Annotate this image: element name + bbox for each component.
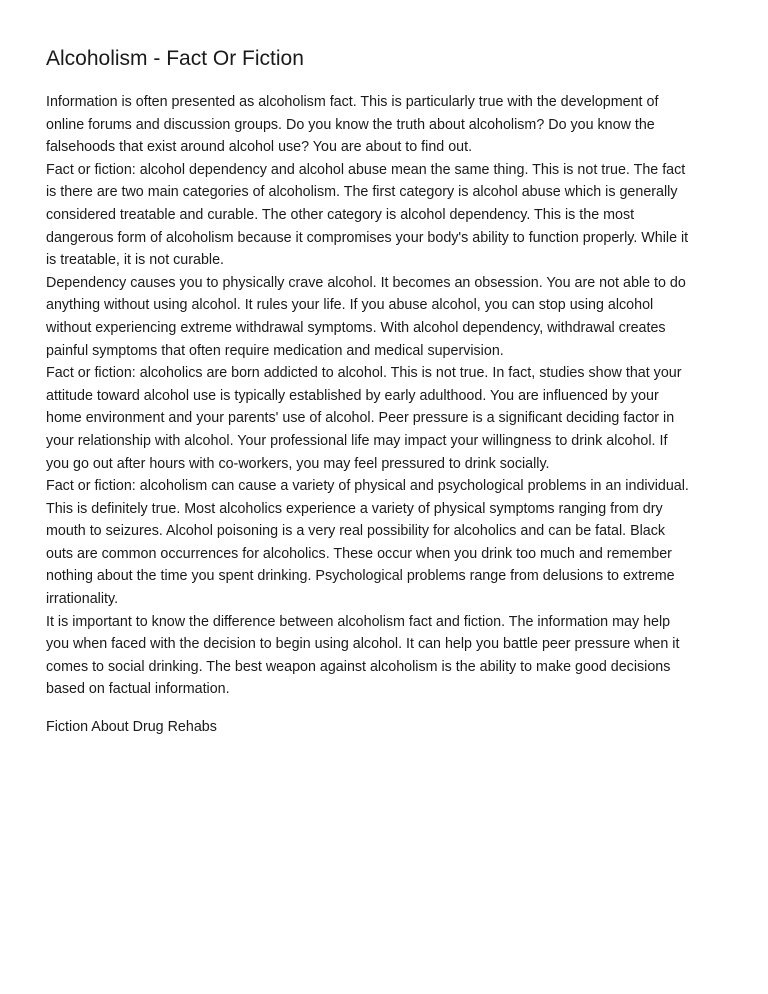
page-title: Alcoholism - Fact Or Fiction <box>46 47 304 70</box>
paragraph-dependency-vs-abuse: Fact or fiction: alcohol dependency and alcohol abuse mean the same thing. This is not true. The fact is there are two main categories of alcoholism. The first category is alcohol abuse which is generally considered treatable and curable. The other category is alcohol dependency. This is the most dangerous form of alcoholism because it compromises your body's ability to function properly. While it is treatable, it is not curable. <box>46 161 689 269</box>
paragraph-intro: Information is often presented as alcoholism fact. This is particularly true with the development of online forums and discussion groups. Do you know the truth about alcoholism? Do you know the falsehoods that exist around alcohol use? You are about to find out. <box>46 94 659 156</box>
document-page <box>46 44 728 739</box>
paragraph-dependency-effects: Dependency causes you to physically crave alcohol. It becomes an obsession. You are not able to do anything without using alcohol. It rules your life. If you abuse alcohol, you can stop using alcohol without experiencing extreme withdrawal symptoms. With alcohol dependency, withdrawal creates painful symptoms that often require medication and medical supervision. <box>46 274 686 359</box>
footer-link-drug-rehabs[interactable]: Fiction About Drug Rehabs <box>46 719 217 736</box>
paragraph-physical-psychological: Fact or fiction: alcoholism can cause a variety of physical and psychological problems in an individual. This is definitely true. Most alcoholics experience a variety of physical symptoms ranging from dry mouth to seizures. Alcohol poisoning is a very real possibility for alcoholics and can be fatal. Black outs are common occurrences for alcoholics. These occur when you drink too much and remember nothing about the time you spent drinking. Psychological problems range from delusions to extreme irrationality. <box>46 478 689 608</box>
paragraph-conclusion: It is important to know the difference between alcoholism fact and fiction. The information may help you when faced with the decision to begin using alcohol. It can help you battle peer pressure when it comes to social drinking. The best weapon against alcoholism is the ability to make good decisions based on factual information. <box>46 613 680 698</box>
paragraph-born-addicted: Fact or fiction: alcoholics are born addicted to alcohol. This is not true. In fact, studies show that your attitude toward alcohol use is typically established by early adulthood. You are influenced by your home environment and your parents' use of alcohol. Peer pressure is a significant deciding factor in your relationship with alcohol. Your professional life may impact your willingness to drink alcohol. If you go out after hours with co-workers, you may feel pressured to drink socially. <box>46 365 682 472</box>
